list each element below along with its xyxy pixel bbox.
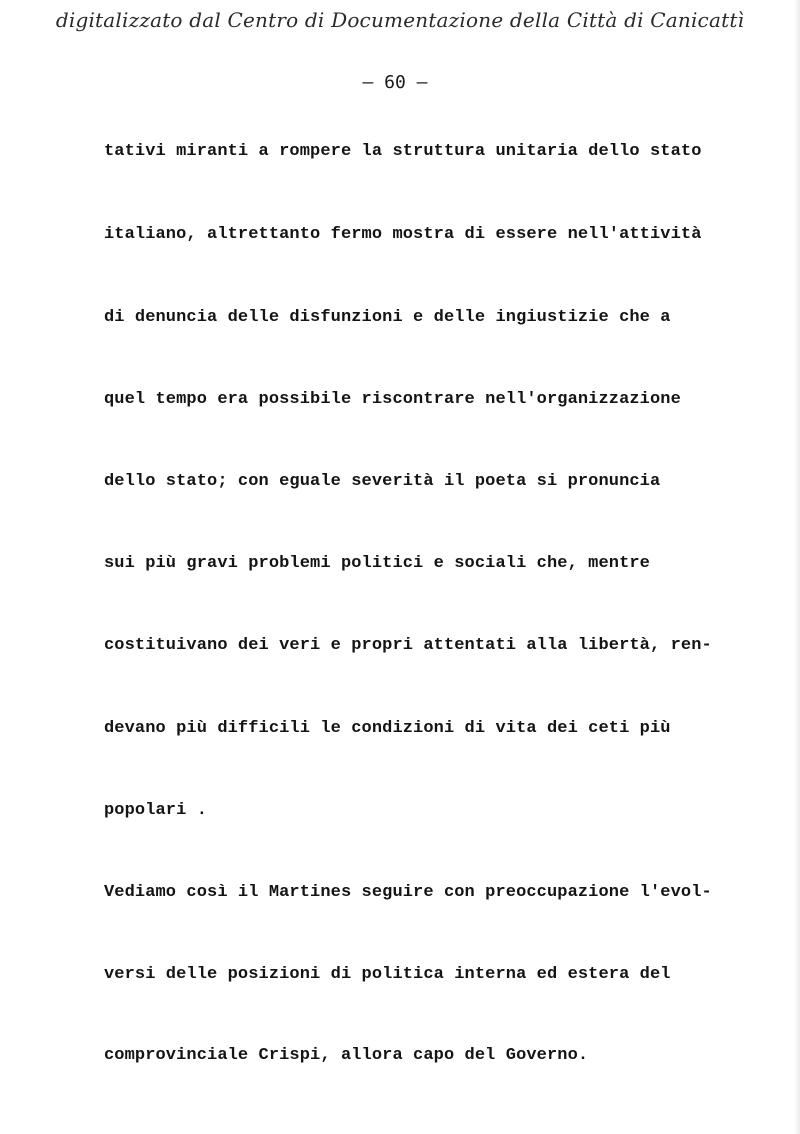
- text-line: devano più difficili le condizioni di vita dei ceti più: [104, 719, 671, 738]
- text-line: Vediamo così il Martines seguire con preoccupazione l'evol-: [104, 883, 712, 902]
- text-line: di denuncia delle disfunzioni e delle ingiustizie che a: [104, 308, 671, 327]
- scan-edge-shadow: [794, 0, 800, 1134]
- text-line: costituivano dei veri e propri attentati alla libertà, ren-: [104, 636, 712, 655]
- text-line: sui più gravi problemi politici e sociali che, mentre: [104, 554, 650, 573]
- page-number: – 60 –: [362, 72, 428, 93]
- text-line: tativi miranti a rompere la struttura unitaria dello stato: [104, 142, 702, 161]
- text-line: dello stato; con eguale severità il poeta si pronuncia: [104, 472, 661, 491]
- digitization-watermark: digitalizzato dal Centro di Documentazione della Città di Canicattì: [55, 8, 745, 32]
- text-line: comprovinciale Crispi, allora capo del Governo.: [104, 1046, 589, 1065]
- text-line: quel tempo era possibile riscontrare nell'organizzazione: [104, 390, 681, 409]
- text-line: popolari .: [104, 801, 208, 820]
- text-line: versi delle posizioni di politica interna ed estera del: [104, 965, 671, 984]
- text-line: italiano, altrettanto fermo mostra di essere nell'attività: [104, 225, 702, 244]
